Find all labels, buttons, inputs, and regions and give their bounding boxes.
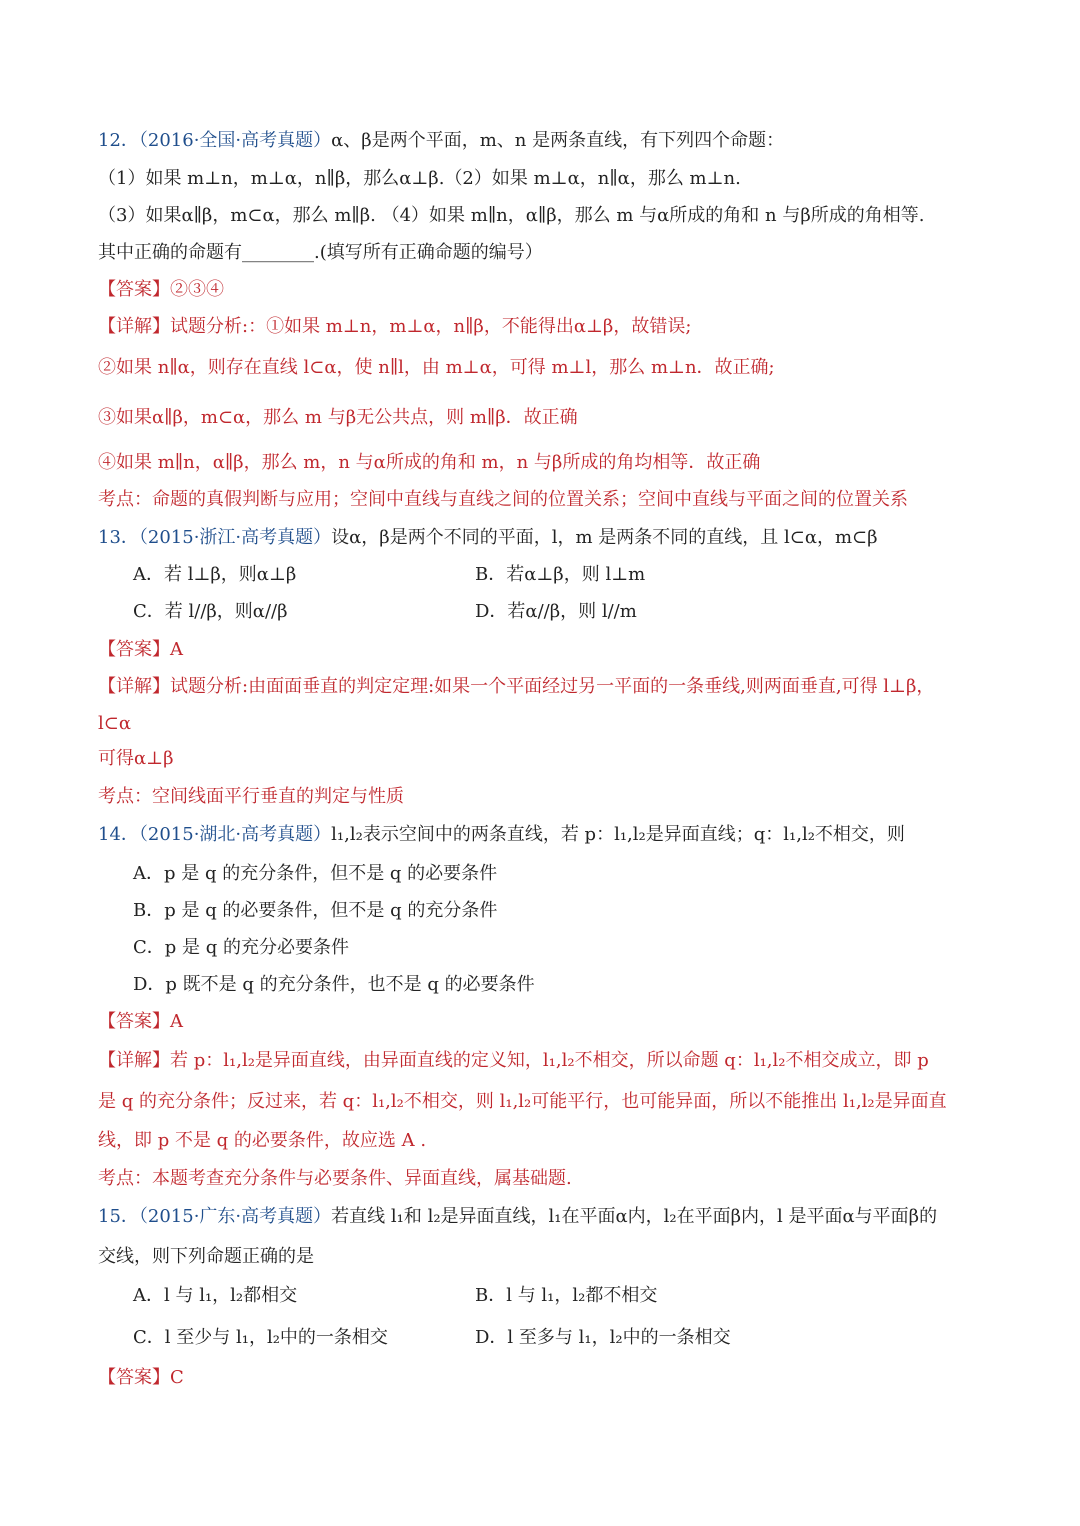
q13-detail2: l⊂α xyxy=(98,713,131,734)
q13-detail1: 【详解】试题分析:由面面垂直的判定定理:如果一个平面经过另一平面的一条垂线,则两面垂直,可得 l⊥β， xyxy=(98,676,935,697)
q13-option-b: B．若α⊥β，则 l⊥m xyxy=(475,564,646,585)
q12-stem-line xyxy=(98,129,998,153)
q13-answer: 【答案】A xyxy=(98,639,183,660)
q15-stem-line xyxy=(98,1205,998,1229)
q14-option-c: C．p 是 q 的充分必要条件 xyxy=(133,937,349,958)
q14-answer: 【答案】A xyxy=(98,1011,183,1032)
q15-stem: 若直线 l₁和 l₂是异面直线，l₁在平面α内，l₂在平面β内，l 是平面α与平面β的 xyxy=(331,1206,938,1227)
q15-option-d: D．l 至多与 l₁，l₂中的一条相交 xyxy=(475,1327,731,1348)
q12-stem: α、β是两个平面，m、n 是两条直线，有下列四个命题： xyxy=(331,130,785,151)
q12-line2: （1）如果 m⊥n，m⊥α，n∥β，那么α⊥β.（2）如果 m⊥α，n∥α，那么 m⊥n. xyxy=(98,168,741,189)
q12-header: 12．（2016·全国·高考真题） xyxy=(98,130,332,151)
q13-detail3: 可得α⊥β xyxy=(98,748,174,769)
q14-option-a: A．p 是 q 的充分条件，但不是 q 的必要条件 xyxy=(133,863,498,884)
q12-detail4: ④如果 m∥n，α∥β，那么 m，n 与α所成的角和 m，n 与β所成的角均相等．故正确 xyxy=(98,452,761,473)
q12-line3: （3）如果α∥β，m⊂α，那么 m∥β. （4）如果 m∥n，α∥β，那么 m 与α所成的角和 n 与β所成的角相等. xyxy=(98,205,925,226)
q14-option-d: D．p 既不是 q 的充分条件，也不是 q 的必要条件 xyxy=(133,974,535,995)
q15-option-c: C．l 至少与 l₁，l₂中的一条相交 xyxy=(133,1327,388,1348)
q14-stem: l₁,l₂表示空间中的两条直线，若 p：l₁,l₂是异面直线；q：l₁,l₂不相交，则 xyxy=(331,824,905,845)
q12-line4: 其中正确的命题有________.(填写所有正确命题的编号） xyxy=(98,242,543,263)
q14-kaodian: 考点：本题考查充分条件与必要条件、异面直线，属基础题. xyxy=(98,1168,572,1189)
q15-stem2: 交线，则下列命题正确的是 xyxy=(98,1246,314,1267)
q13-stem-line xyxy=(98,526,998,550)
q14-stem-line xyxy=(98,823,998,847)
q13-option-d: D．若α//β，则 l//m xyxy=(475,601,637,622)
q15-option-b: B．l 与 l₁，l₂都不相交 xyxy=(475,1285,658,1306)
q14-detail1: 【详解】若 p：l₁,l₂是异面直线，由异面直线的定义知，l₁,l₂不相交，所以命题 q：l₁,l₂不相交成立，即 p xyxy=(98,1050,929,1071)
q14-header: 14．（2015·湖北·高考真题） xyxy=(98,824,332,845)
q15-answer: 【答案】C xyxy=(98,1367,184,1388)
q13-option-c: C．若 l//β，则α//β xyxy=(133,601,288,622)
q13-stem: 设α，β是两个不同的平面，l，m 是两条不同的直线，且 l⊂α，m⊂β xyxy=(331,527,878,548)
q15-option-a: A．l 与 l₁，l₂都相交 xyxy=(133,1285,298,1306)
q14-detail2: 是 q 的充分条件；反过来，若 q：l₁,l₂不相交，则 l₁,l₂可能平行，也可能异面，所以不能推出 l₁,l₂是异面直 xyxy=(98,1091,947,1112)
q13-header: 13．（2015·浙江·高考真题） xyxy=(98,527,332,548)
q13-kaodian: 考点：空间线面平行垂直的判定与性质 xyxy=(98,786,404,807)
q12-answer: 【答案】②③④ xyxy=(98,279,224,300)
q15-header: 15．（2015·广东·高考真题） xyxy=(98,1206,332,1227)
q12-kaodian: 考点：命题的真假判断与应用；空间中直线与直线之间的位置关系；空间中直线与平面之间的位置关系 xyxy=(98,489,908,510)
q14-detail3: 线，即 p 不是 q 的必要条件，故应选 A . xyxy=(98,1130,427,1151)
q12-detail2: ②如果 n∥α，则存在直线 l⊂α，使 n∥l，由 m⊥α，可得 m⊥l，那么 m⊥n．故正确; xyxy=(98,357,775,378)
q12-detail1: 【详解】试题分析:：①如果 m⊥n，m⊥α，n∥β，不能得出α⊥β，故错误; xyxy=(98,316,692,337)
q13-option-a: A．若 l⊥β，则α⊥β xyxy=(133,564,297,585)
q12-detail3: ③如果α∥β，m⊂α，那么 m 与β无公共点，则 m∥β．故正确 xyxy=(98,407,578,428)
q14-option-b: B．p 是 q 的必要条件，但不是 q 的充分条件 xyxy=(133,900,498,921)
